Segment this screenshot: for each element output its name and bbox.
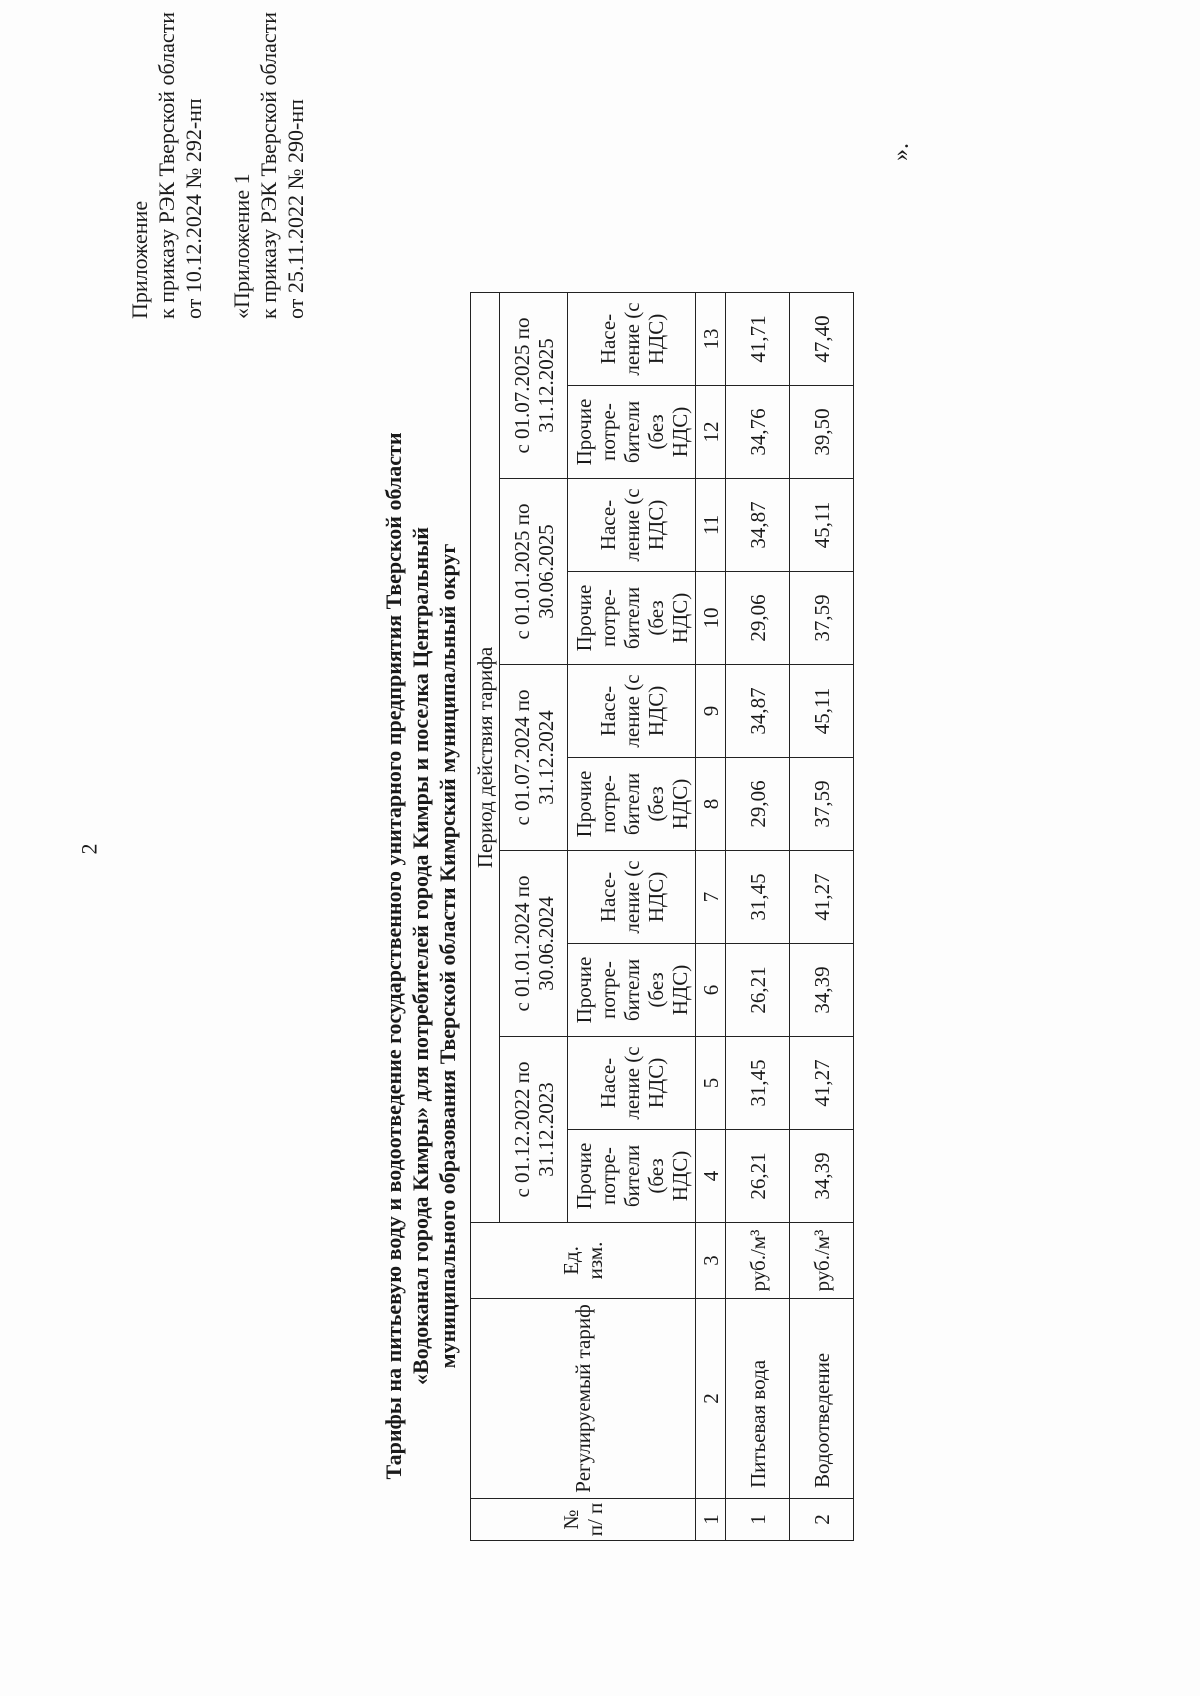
- col-number: 9: [696, 665, 726, 758]
- title-line: Тарифы на питьевую воду и водоотведение государственного унитарного предприятия Тверской области: [381, 432, 406, 1480]
- row-num: 1: [726, 1499, 790, 1541]
- col-number: 12: [696, 386, 726, 479]
- tariff-value: 39,50: [790, 386, 854, 479]
- col-number: 3: [696, 1223, 726, 1299]
- appendix-line: к приказу РЭК Тверской области: [154, 11, 179, 319]
- col-number: 2: [696, 1299, 726, 1499]
- appendix-line: «Приложение 1: [229, 173, 254, 319]
- header-period: Период действия тарифа: [471, 293, 500, 1223]
- col-number: 5: [696, 1037, 726, 1130]
- tariff-value: 29,06: [726, 572, 790, 665]
- subheader-population: Насе- ление (с НДС): [568, 1037, 696, 1130]
- tariff-value: 26,21: [726, 1130, 790, 1223]
- appendix-line: к приказу РЭК Тверской области: [256, 11, 281, 319]
- row-name: Питьевая вода: [726, 1299, 790, 1499]
- tariff-value: 41,27: [790, 851, 854, 944]
- page-number: 2: [76, 843, 102, 855]
- col-number: 4: [696, 1130, 726, 1223]
- period-2: с 01.01.2024 по 30.06.2024: [500, 851, 568, 1037]
- subheader-other: Прочие потре- бители (без НДС): [568, 944, 696, 1037]
- appendix-line: от 25.11.2022 № 290-нп: [283, 99, 308, 319]
- row-name: Водоотведение: [790, 1299, 854, 1499]
- header-num: № п/ п: [471, 1499, 696, 1541]
- col-number: 8: [696, 758, 726, 851]
- tariff-value: 41,27: [790, 1037, 854, 1130]
- appendix-reference-current: [126, 12, 207, 319]
- subheader-other: Прочие потре- бители (без НДС): [568, 386, 696, 479]
- row-unit: руб./м³: [790, 1223, 854, 1299]
- tariff-value: 47,40: [790, 293, 854, 386]
- tariff-value: 34,87: [726, 665, 790, 758]
- header-unit: Ед. изм.: [471, 1223, 696, 1299]
- appendix-line: от 10.12.2024 № 292-нп: [181, 98, 206, 319]
- closing-quote: ».: [888, 143, 914, 161]
- subheader-population: Насе- ление (с НДС): [568, 851, 696, 944]
- tariff-value: 45,11: [790, 479, 854, 572]
- column-number-row: [696, 293, 726, 1541]
- title-line: «Водоканал города Кимры» для потребителей города Кимры и поселка Центральный: [408, 527, 433, 1385]
- tariff-value: 45,11: [790, 665, 854, 758]
- tariff-value: 31,45: [726, 851, 790, 944]
- table-row-wastewater: [790, 293, 854, 1541]
- period-4: с 01.01.2025 по 30.06.2025: [500, 479, 568, 665]
- tariff-value: 26,21: [726, 944, 790, 1037]
- appendix-reference-previous: [228, 12, 309, 319]
- subheader-population: Насе- ление (с НДС): [568, 293, 696, 386]
- col-number: 10: [696, 572, 726, 665]
- tariff-value: 34,87: [726, 479, 790, 572]
- subheader-other: Прочие потре- бители (без НДС): [568, 572, 696, 665]
- table-row-drinking-water: [726, 293, 790, 1541]
- tariff-value: 37,59: [790, 572, 854, 665]
- subheader-population: Насе- ление (с НДС): [568, 665, 696, 758]
- header-row-period: [471, 293, 500, 1541]
- tariff-value: 34,76: [726, 386, 790, 479]
- col-number: 13: [696, 293, 726, 386]
- period-3: с 01.07.2024 по 31.12.2024: [500, 665, 568, 851]
- tariff-value: 34,39: [790, 1130, 854, 1223]
- period-1: с 01.12.2022 по 31.12.2023: [500, 1037, 568, 1223]
- col-number: 6: [696, 944, 726, 1037]
- row-num: 2: [790, 1499, 854, 1541]
- document-title: [380, 376, 461, 1536]
- tariff-value: 29,06: [726, 758, 790, 851]
- title-line: муниципального образования Тверской области Кимрский муниципальный округ: [435, 543, 460, 1369]
- col-number: 11: [696, 479, 726, 572]
- tariff-value: 31,45: [726, 1037, 790, 1130]
- subheader-population: Насе- ление (с НДС): [568, 479, 696, 572]
- tariff-value: 37,59: [790, 758, 854, 851]
- tariff-value: 41,71: [726, 293, 790, 386]
- col-number: 7: [696, 851, 726, 944]
- appendix-line: Приложение: [127, 200, 152, 319]
- tariff-table: [470, 292, 854, 1541]
- subheader-other: Прочие потре- бители (без НДС): [568, 758, 696, 851]
- header-tariff: Регулируемый тариф: [471, 1299, 696, 1499]
- tariff-value: 34,39: [790, 944, 854, 1037]
- row-unit: руб./м³: [726, 1223, 790, 1299]
- period-5: с 01.07.2025 по 31.12.2025: [500, 293, 568, 479]
- col-number: 1: [696, 1499, 726, 1541]
- subheader-other: Прочие потре- бители (без НДС): [568, 1130, 696, 1223]
